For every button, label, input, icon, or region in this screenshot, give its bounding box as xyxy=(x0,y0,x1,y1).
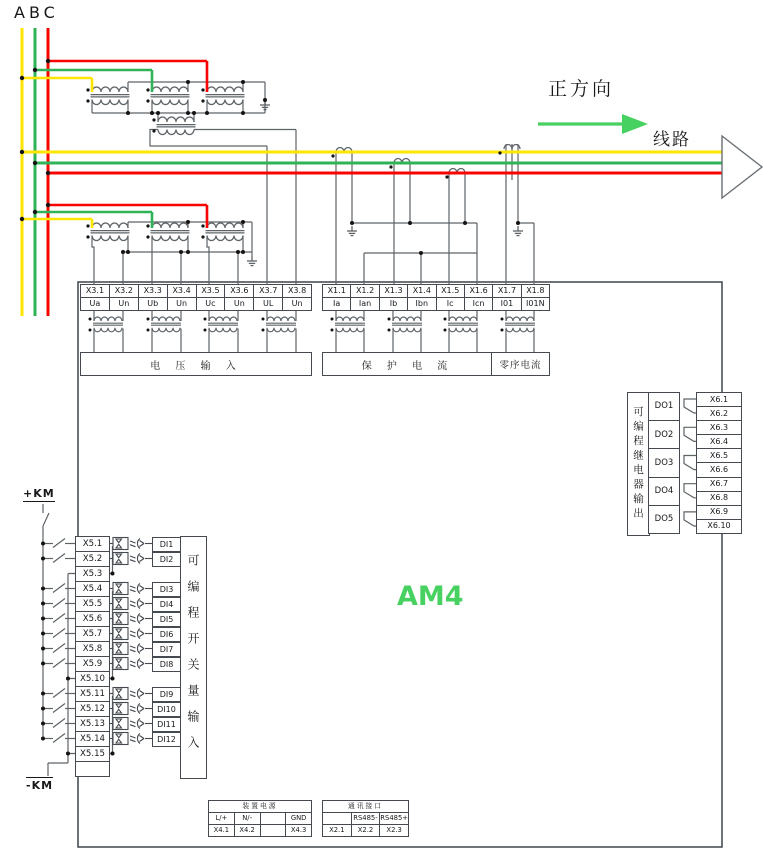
ground-icon xyxy=(347,226,357,236)
zero-sequence-title: 零序电流 xyxy=(491,352,550,376)
signal-cell: Ian xyxy=(351,298,378,310)
terminal-cell: X1.3 xyxy=(380,285,407,297)
di-channel: DI5 xyxy=(152,612,181,627)
terminal-cell: X1.5 xyxy=(437,285,464,297)
terminal-cell: X5.4 xyxy=(76,582,109,596)
terminal-cell: X3.5 xyxy=(197,285,225,297)
di-switch-contacts xyxy=(44,539,75,743)
pt-c-bottom xyxy=(206,223,245,241)
terminal-cell: X5.13 xyxy=(76,717,109,731)
power-supply-table xyxy=(208,800,312,837)
di-channel: DI2 xyxy=(152,552,181,567)
direction-arrow-icon xyxy=(538,114,648,134)
signal-cell: Ia xyxy=(323,298,350,310)
pt-group-bottom-wires xyxy=(92,222,252,284)
terminal-cell: X1.2 xyxy=(351,285,378,297)
terminal-cell: X3.6 xyxy=(225,285,253,297)
di-channel: DI1 xyxy=(152,537,181,552)
vt-internal-1 xyxy=(93,317,123,332)
signal-cell: Un xyxy=(110,298,138,310)
signal-cell: Ib xyxy=(380,298,407,310)
switch-input-title-box xyxy=(180,536,207,779)
terminal-cell: X3.3 xyxy=(139,285,167,297)
terminal-cell: X5.9 xyxy=(76,657,109,671)
terminal-cell: X3.4 xyxy=(168,285,196,297)
terminal-cell: X5.2 xyxy=(76,552,109,566)
terminal-cell: X5.8 xyxy=(76,642,109,656)
do-channel: DO1 xyxy=(649,393,679,420)
direction-label: 正方向 xyxy=(548,78,615,100)
ground-icon xyxy=(247,256,257,266)
terminal-cell: X6.7 xyxy=(697,478,741,491)
signal-cell: RS485- xyxy=(353,814,378,823)
do-channel: DO5 xyxy=(649,506,679,533)
comm-port-table xyxy=(322,800,409,837)
ct-internal-2 xyxy=(392,317,422,332)
terminal-cell: X1.6 xyxy=(465,285,492,297)
relay-output-title: 可编程继电器输出 xyxy=(632,406,644,522)
do-channel-block xyxy=(648,392,680,534)
terminal-cell: X5.1 xyxy=(76,537,109,551)
power-supply-title: 装置电源 xyxy=(209,801,311,812)
terminal-cell: X5.7 xyxy=(76,627,109,641)
di-channel: DI11 xyxy=(152,717,181,732)
signal-cell: RS485+ xyxy=(380,814,408,823)
switch-input-title: 可编程开关量输入 xyxy=(186,553,200,762)
symbols xyxy=(44,87,535,745)
km-negative-label: -KM xyxy=(26,779,54,792)
pt-a-top xyxy=(91,87,130,105)
signal-cell: Ic xyxy=(437,298,464,310)
terminal-cell: X5.14 xyxy=(76,732,109,746)
km-positive-rail xyxy=(43,504,49,739)
ct-internal-1 xyxy=(335,317,365,332)
terminal-cell: X6.1 xyxy=(697,393,741,406)
terminal-cell: X5.5 xyxy=(76,597,109,611)
signal-cell: Un xyxy=(225,298,253,310)
line-arrow-triangle xyxy=(722,136,762,198)
di-channel: DI4 xyxy=(152,597,181,612)
vt-internal-3 xyxy=(208,317,238,332)
x3-transformer-stubs xyxy=(94,310,296,352)
di-channel: DI6 xyxy=(152,627,181,642)
x3-terminal-block xyxy=(80,284,312,311)
relay-output-title-box xyxy=(627,392,650,536)
terminal-cell: X6.8 xyxy=(697,492,741,505)
terminal-cell: X2.2 xyxy=(352,825,380,836)
terminal-cell: X6.5 xyxy=(697,449,741,462)
optocoupler-icons xyxy=(108,538,152,745)
signal-cell xyxy=(261,813,286,824)
terminal-cell xyxy=(261,825,286,836)
signal-cell: Uc xyxy=(197,298,225,310)
terminal-cell: X1.8 xyxy=(522,285,549,297)
phase-conductors xyxy=(22,28,722,316)
relay-contacts xyxy=(684,399,696,526)
di-channel: DI12 xyxy=(152,732,181,747)
signal-cell: GND xyxy=(286,813,311,824)
line-label: 线路 xyxy=(653,130,691,150)
di-channel: DI7 xyxy=(152,642,181,657)
terminal-cell: X4.1 xyxy=(209,825,234,836)
di-channel: DI10 xyxy=(152,702,181,717)
signal-cell: N/- xyxy=(235,813,260,824)
ground-icon xyxy=(513,226,523,236)
terminal-cell-empty xyxy=(76,762,109,776)
terminal-cell: X5.6 xyxy=(76,612,109,626)
terminal-cell: X3.8 xyxy=(283,285,311,297)
terminal-cell: X5.15 xyxy=(76,747,109,761)
x1-transformer-stubs xyxy=(336,310,534,352)
di-channel: DI9 xyxy=(152,687,181,702)
ct-internal-3 xyxy=(448,317,478,332)
di-channel: DI8 xyxy=(152,657,181,672)
signal-cell: Ub xyxy=(139,298,167,310)
ct-secondary-wires xyxy=(336,144,534,284)
pt-a-bottom xyxy=(91,223,130,241)
voltage-input-title: 电 压 输 入 xyxy=(80,352,312,376)
terminal-cell: X4.3 xyxy=(286,825,311,836)
vt-internal-4 xyxy=(266,317,296,332)
signal-cell: Icn xyxy=(465,298,492,310)
terminal-cell: X3.1 xyxy=(81,285,109,297)
signal-cell xyxy=(323,813,351,824)
terminal-cell: X3.7 xyxy=(254,285,282,297)
signal-cell: I01N xyxy=(522,298,549,310)
terminal-cell: X6.9 xyxy=(697,506,741,519)
x1-terminal-block xyxy=(322,284,550,311)
signal-cell: Ua xyxy=(81,298,109,310)
terminal-cell: X5.11 xyxy=(76,687,109,701)
x5-terminal-block xyxy=(75,536,110,777)
terminal-cell: X1.4 xyxy=(408,285,435,297)
pt-b-bottom xyxy=(151,223,190,241)
do-channel: DO2 xyxy=(649,421,679,448)
terminal-cell: X5.12 xyxy=(76,702,109,716)
pt-b-top xyxy=(151,87,190,105)
signal-cell: Ibn xyxy=(408,298,435,310)
terminal-cell: X4.2 xyxy=(235,825,260,836)
x6-terminal-block xyxy=(696,392,742,534)
di-channel: DI3 xyxy=(152,582,181,597)
pt-c-top xyxy=(206,87,245,105)
terminal-cell: X6.4 xyxy=(697,435,741,448)
vt-internal-2 xyxy=(151,317,181,332)
signal-cell: Un xyxy=(283,298,311,310)
signal-cell: UL xyxy=(254,298,282,310)
terminal-cell: X1.1 xyxy=(323,285,350,297)
ct-internal-4 xyxy=(505,317,535,332)
terminal-cell: X2.3 xyxy=(380,825,408,836)
protection-current-title: 保 护 电 流 xyxy=(322,352,493,376)
terminal-cell: X6.10 xyxy=(697,520,741,533)
terminal-cell: X5.10 xyxy=(76,672,109,686)
phase-bus-label: ABC xyxy=(14,3,59,22)
signal-cell: I01 xyxy=(493,298,520,310)
terminal-cell: X6.6 xyxy=(697,463,741,476)
terminal-cell: X2.1 xyxy=(323,825,351,836)
open-delta-pt xyxy=(157,117,196,135)
terminal-cell: X1.7 xyxy=(493,285,520,297)
comm-port-title: 通讯接口 xyxy=(323,801,408,812)
do-channel: DO4 xyxy=(649,478,679,505)
device-name: AM4 xyxy=(397,581,464,612)
terminal-cell: X5.3 xyxy=(76,567,109,581)
terminal-cell: X6.3 xyxy=(697,421,741,434)
signal-cell: L/+ xyxy=(209,813,234,824)
terminal-cell: X6.2 xyxy=(697,407,741,420)
signal-cell: Un xyxy=(168,298,196,310)
km-positive-label: +KM xyxy=(23,487,55,500)
do-channel: DO3 xyxy=(649,449,679,476)
gray-wiring xyxy=(43,82,722,847)
terminal-cell: X3.2 xyxy=(110,285,138,297)
